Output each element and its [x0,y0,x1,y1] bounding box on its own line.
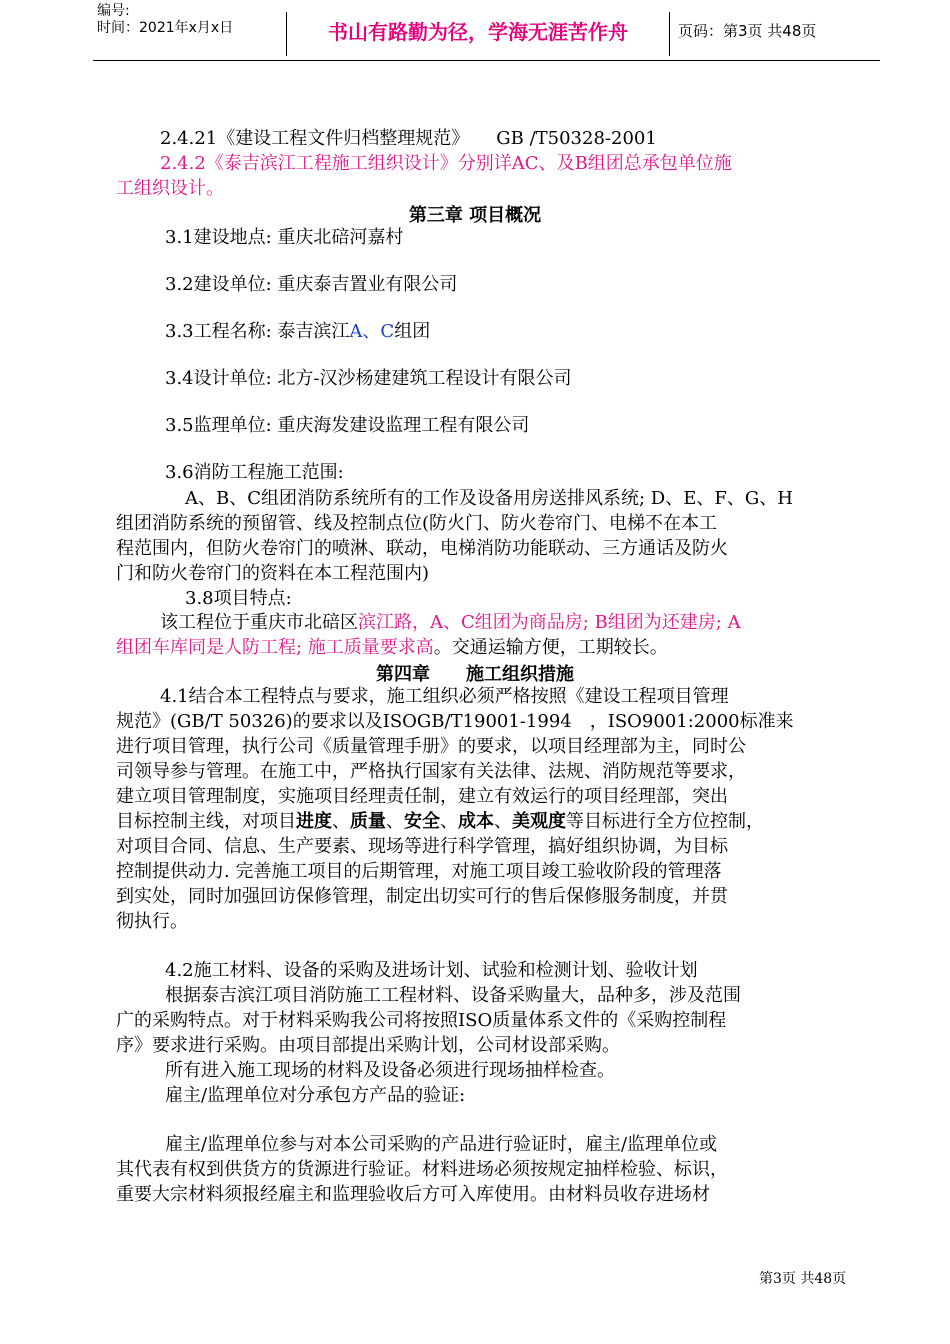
page-header [93,0,880,61]
item-3-5: 3.5监理单位: 重庆海发建设监理工程有限公司 [165,415,530,436]
item-3-6: 3.6消防工程施工范围: [165,462,344,483]
item-3-8-body-2 [116,636,668,660]
item-3-6-body-3: 程范围内，但防火卷帘门的喷淋、联动，电梯消防功能联动、三方通话及防火 [116,538,728,559]
para-4-2-line-8: 重要大宗材料须报经雇主和监理验收后方可入库使用。由材料员收存进场材 [116,1184,710,1205]
para-4-2-line-3: 序》要求进行采购。由项目部提出采购计划，公司材设部采购。 [116,1035,620,1056]
separator: 、 [494,811,512,832]
para-text: 目标控制主线，对项目 [116,811,296,832]
chapter-3-heading: 第三章 项目概况 [408,205,542,226]
separator: 、 [440,811,458,832]
keyword-progress: 进度 [296,811,332,832]
item-3-8-highlight: 滨江路，A、C组团为商品房; B组团为还建房; A [358,612,741,633]
item-3-8: 3.8项目特点: [185,588,292,609]
separator: 、 [332,811,350,832]
para-4-2-line-7: 其代表有权到供货方的货源进行验证。材料进场必须按规定抽样检验、标识， [116,1159,728,1180]
item-3-8-text: 该工程位于重庆市北碚区 [160,612,358,633]
keyword-quality: 质量 [350,811,386,832]
footer-page-number: 第3页 共48页 [759,1271,847,1287]
item-3-3-suffix: 组团 [394,321,431,342]
para-4-1-line-7: 对项目合同、信息、生产要素、现场等进行科学管理，搞好组织协调，为目标 [116,836,728,857]
item-3-1: 3.1建设地点: 重庆北碚河嘉村 [165,227,404,248]
header-time-label: 时间：2021年x月x日 [97,20,234,36]
item-3-3 [165,320,430,344]
para-4-1-line-10: 彻执行。 [116,911,188,932]
para-4-2-line-4: 所有进入施工现场的材料及设备必须进行现场抽样检查。 [165,1060,615,1081]
item-3-3-groups: A、C [349,321,395,342]
header-divider [93,60,880,61]
para-4-1-line-6 [116,810,764,834]
reference-line-pink: 2.4.2《泰吉滨江工程施工组织设计》分别详AC、及B组团总承包单位施 [160,153,732,174]
reference-line-pink-cont: 工组织设计。 [116,178,224,199]
item-3-8-body-1 [160,611,741,635]
para-text-tail: 等目标进行全方位控制， [566,811,764,832]
para-4-1-line-2: 规范》(GB/T 50326)的要求以及ISOGB/T19001-1994 ，ISO9001:2000标准来 [116,711,794,732]
para-4-1-line-4: 司领导参与管理。在施工中，严格执行国家有关法律、法规、消防规范等要求， [116,761,746,782]
separator: 、 [386,811,404,832]
para-4-2-line-2: 广的采购特点。对于材料采购我公司将按照ISO质量体系文件的《采购控制程 [116,1010,727,1031]
para-4-2-line-6: 雇主/监理单位参与对本公司采购的产品进行验证时，雇主/监理单位或 [165,1134,718,1155]
keyword-cost: 成本 [458,811,494,832]
item-3-4: 3.4设计单位: 北方-汉沙杨建建筑工程设计有限公司 [165,368,572,389]
keyword-aesthetics: 美观度 [512,811,566,832]
para-4-2-line-1: 根据泰吉滨江项目消防施工工程材料、设备采购量大，品种多，涉及范围 [165,985,741,1006]
header-meta [97,3,287,37]
header-number-label: 编号: [97,3,130,19]
para-4-1-line-3: 进行项目管理，执行公司《质量管理手册》的要求，以项目经理部为主，同时公 [116,736,746,757]
item-3-8-highlight-2: 组团车库同是人防工程; 施工质量要求高 [116,637,434,658]
header-motto: 书山有路勤为径，学海无涯苦作舟 [286,12,670,56]
chapter-4-heading: 第四章 施工组织措施 [376,664,574,685]
para-4-1-line-1: 4.1结合本工程特点与要求，施工组织必须严格按照《建设工程项目管理 [160,686,729,707]
item-3-6-body-1: A、B、C组团消防系统所有的工作及设备用房送排风系统; D、E、F、G、H [185,488,793,509]
item-3-3-text: 3.3工程名称: 泰吉滨江 [165,321,350,342]
section-4-2-heading: 4.2施工材料、设备的采购及进场计划、试验和检测计划、验收计划 [165,960,698,981]
header-page-info: 页码：第3页 共48页 [678,22,817,40]
item-3-8-text-2: 。交通运输方便，工期较长。 [433,637,668,658]
reference-line: 2.4.21《建设工程文件归档整理规范》 GB /T50328-2001 [160,128,657,149]
para-4-1-line-5: 建立项目管理制度，实施项目经理责任制，建立有效运行的项目经理部，突出 [116,786,728,807]
item-3-6-body-4: 门和防火卷帘门的资料在本工程范围内) [116,563,430,584]
keyword-safety: 安全 [404,811,440,832]
para-4-1-line-8: 控制提供动力. 完善施工项目的后期管理，对施工项目竣工验收阶段的管理落 [116,861,722,882]
item-3-6-body-2: 组团消防系统的预留管、线及控制点位(防火门、防火卷帘门、电梯不在本工 [116,513,718,534]
para-4-1-line-9: 到实处，同时加强回访保修管理，制定出切实可行的售后保修服务制度，并贯 [116,886,728,907]
item-3-2: 3.2建设单位: 重庆泰吉置业有限公司 [165,274,458,295]
para-4-2-line-5: 雇主/监理单位对分承包方产品的验证: [165,1085,466,1106]
